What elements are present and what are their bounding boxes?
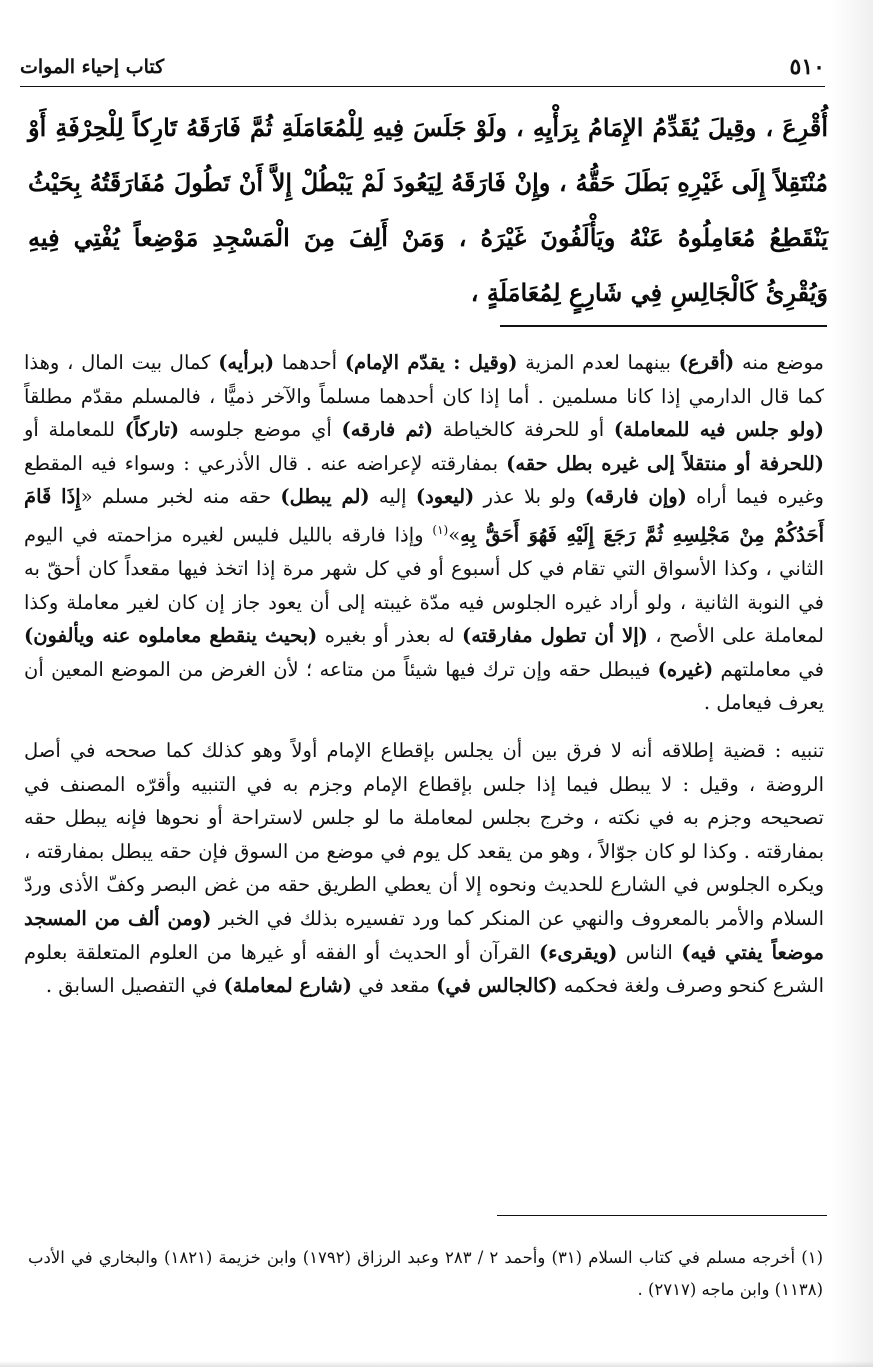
quoted-term: (أقرع) bbox=[678, 351, 735, 374]
text-run: بينهما لعدم المزية bbox=[517, 351, 679, 374]
text-run: كمال بيت المال ، وهذا كما قال الدارمي إذا كانا مسلمين . أما إذا كان أحدهما مسلماً والآخر ذميًّا ، فالمسلم مقدّم مطلقاً bbox=[24, 351, 824, 408]
quoted-term: (ثم فارقه) bbox=[341, 418, 434, 442]
quoted-term: (ومن ألف من المسجد موضعاً يفتي فيه) bbox=[24, 907, 824, 964]
text-run: له بعذر أو بغيره bbox=[317, 624, 462, 648]
footnotes bbox=[28, 1242, 823, 1306]
commentary bbox=[24, 346, 824, 1003]
scan-edge-shadow bbox=[831, 0, 873, 1367]
text-run: وإذا فارقه بالليل فليس لغيره مزاحمته في اليوم الثاني ، وكذا الأسواق التي تقام في كل أسبوع أو في كل شهر مرة إذا اتخذ فيها مقعداً كان أحقّ به في النوبة الثانية ، ولو أراد غيره الجلوس فيه مدّة غيبته إلى أن يعود جاز إن كان لغير معاملة وكذا لمعاملة على الأصح ، bbox=[24, 523, 824, 648]
text-run: بمفارقته لإعراضه عنه . قال الأذرعي : وسواء فيه المقطع وغيره فيما أراه bbox=[24, 451, 824, 509]
text-run: إليه bbox=[369, 485, 416, 509]
quoted-term: (ليعود) bbox=[415, 485, 475, 509]
quoted-term: (كالجالس في) bbox=[436, 974, 558, 998]
quoted-term: (تاركاً) bbox=[124, 418, 180, 442]
commentary-paragraph-2 bbox=[24, 734, 824, 1003]
footnote-divider bbox=[497, 1215, 827, 1216]
quoted-term: (وإن فارقه) bbox=[585, 485, 687, 509]
text-run: أو للحرفة كالخياطة bbox=[433, 418, 614, 442]
text-run: أحدهما bbox=[274, 351, 345, 374]
text-run: القرآن أو الحديث أو الفقه أو غيرها من العلوم المتعلقة بعلوم الشرع كنحو وصرف ولغة فحكمه bbox=[24, 940, 824, 998]
text-run: فيبطل حقه وإن ترك فيها شيئاً من متاعه ؛ لأن الغرض من الموضع المعين أن يعرف فيعامل . bbox=[24, 657, 824, 715]
footnote-marker: (١) bbox=[432, 522, 449, 537]
main-text-paragraph: أُقْرِعَ ، وقِيلَ يُقَدِّمُ الإِمَامُ بِرَأْيِهِ ، ولَوْ جَلَسَ فِيهِ لِلْمُعَامَلَةِ ثُمَّ فَارَقَهُ تَارِكاً لِلْحِرْفَةِ أَوْ مُنْتَقِلاً إِلَى غَيْرِهِ بَطَلَ حَقُّهُ ، وإِنْ فَارَقَهُ لِيَعُودَ لَمْ يَبْطُلْ إِلاَّ أَنْ تَطُولَ مُفَارَقَتُهُ بِحَيْثُ يَنْقَطِعُ مُعَامِلُوهُ عَنْهُ ويَأْلَفُونَ غَيْرَهُ ، وَمَنْ أَلِفَ مِنَ الْمَسْجِدِ مَوْضِعاً يُفْتِي فِيهِ وَيُقْرِئُ كَالْجَالِسِ فِي شَارِعٍ لِمُعَامَلَةٍ ، bbox=[28, 113, 828, 307]
quoted-term: (غيره) bbox=[657, 657, 714, 681]
quoted-term: (وقيل : يقدّم الإمام) bbox=[344, 351, 518, 374]
text-run: موضع منه bbox=[734, 351, 824, 374]
text-run: » bbox=[448, 523, 461, 547]
text-run: في معاملتهم bbox=[713, 657, 824, 681]
quoted-term: (لم يبطل) bbox=[280, 485, 370, 509]
hadith-quote: إِذَا قَامَ أَحَدُكُمْ مِنْ مَجْلِسِهِ ثُمَّ رَجَعَ إِلَيْهِ فَهُوَ أَحَقُّ بِهِ bbox=[24, 485, 824, 547]
quoted-term: (إلا أن تطول مفارقته) bbox=[461, 624, 648, 648]
page-header bbox=[20, 52, 825, 87]
main-text-divider bbox=[500, 325, 827, 327]
running-title: كتاب إحياء الموات bbox=[20, 56, 165, 78]
text-run: أي موضع جلوسه bbox=[179, 418, 342, 442]
quoted-term: (برأيه) bbox=[218, 351, 275, 374]
footnote-1: (١) أخرجه مسلم في كتاب السلام (٣١) وأحمد ٢ / ٢٨٣ وعبد الرزاق (١٧٩٢) وابن خزيمة (١٨٢١) والبخاري في الأدب (١١٣٨) وابن ماجه (٢٧١٧) . bbox=[28, 1248, 823, 1299]
quoted-term: (للحرفة أو منتقلاً إلى غيره بطل حقه) bbox=[506, 451, 824, 475]
text-run: في التفصيل السابق . bbox=[45, 974, 224, 998]
commentary-paragraph-1 bbox=[24, 346, 824, 720]
text-run: مقعد في bbox=[352, 974, 437, 998]
quoted-term: (ويقرىء) bbox=[539, 940, 618, 964]
text-run: حقه منه لخبر مسلم « bbox=[80, 485, 281, 509]
quoted-term: (بحيث ينقطع معاملوه عنه ويألفون) bbox=[24, 624, 318, 648]
main-text bbox=[28, 100, 828, 320]
scan-bottom-shadow bbox=[0, 1361, 873, 1367]
text-run: تنبيه : قضية إطلاقه أنه لا فرق بين أن يجلس بإقطاع الإمام أولاً وهو كذلك كما صححه في أصل الروضة ، وقيل : لا يبطل فيما إذا جلس بإقطاع الإمام وجزم به في التنبيه وأقرّه المصنف في تصحيحه وجزم به في نكته ، وخرج بجلس لمعاملة ما لو جلس لاستراحة أو نحوها فإنه يبطل حقه بمفارقته . وكذا لو كان جوّالاً ، وهو من يقعد كل يوم في موضع من السوق فإن حقه يبطل بمفارقته ، ويكره الجلوس في الشارع للحديث ونحوه إلا أن يعطي الطريق حقه من غض البصر وكفّ الأذى وردّ السلام والأمر بالمعروف والنهي عن المنكر كما ورد تفسيره بذلك في الخبر bbox=[24, 739, 825, 930]
quoted-term: (شارع لمعاملة) bbox=[223, 974, 352, 998]
quoted-term: (ولو جلس فيه للمعاملة) bbox=[613, 418, 825, 442]
text-run: الناس bbox=[617, 940, 682, 964]
page-number: ٥١٠ bbox=[789, 54, 825, 80]
text-run: للمعاملة أو bbox=[24, 418, 125, 442]
text-run: ولو بلا عذر bbox=[474, 485, 586, 509]
